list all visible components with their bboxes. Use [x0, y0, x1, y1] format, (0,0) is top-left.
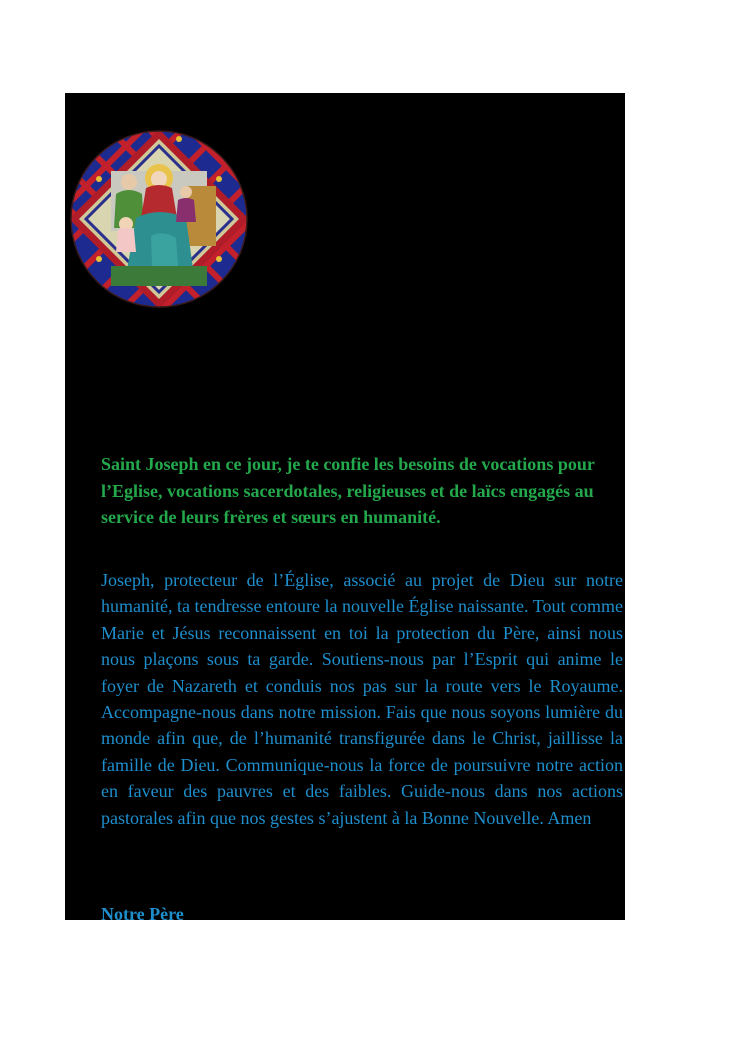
prayer-body-text: Joseph, protecteur de l’Église, associé au projet de Dieu sur notre humanité, ta tendresse entoure la nouvelle Église naissante. Tout comme Marie et Jésus reconnaissent en toi la protection du Père, ainsi nous nous plaçons sous ta garde. Soutiens-nous par l’Esprit qui anime le foyer de Nazareth et conduis nos pas sur la route vers le Royaume. Accompagne-nous dans notre mission. Fais que nous soyons lumière du monde afin que, de l’humanité transfigurée dans le Christ, jaillisse la famille de Dieu. Communique-nous la force de poursuivre notre action en faveur des pauvres et des faibles. Guide-nous dans nos actions pastorales afin que nos gestes s’ajustent à la Bonne Nouvelle. Amen [101, 570, 623, 828]
stained-glass-holy-family-image [66, 126, 252, 312]
notre-pere-closing: Notre Père [101, 904, 184, 924]
prayer-intention-heading: Saint Joseph en ce jour, je te confie les besoins de vocations pour l’Eglise, vocations sacerdotales, religieuses et de laïcs engagés au service de leurs frères et sœurs en humanité. [101, 454, 595, 527]
